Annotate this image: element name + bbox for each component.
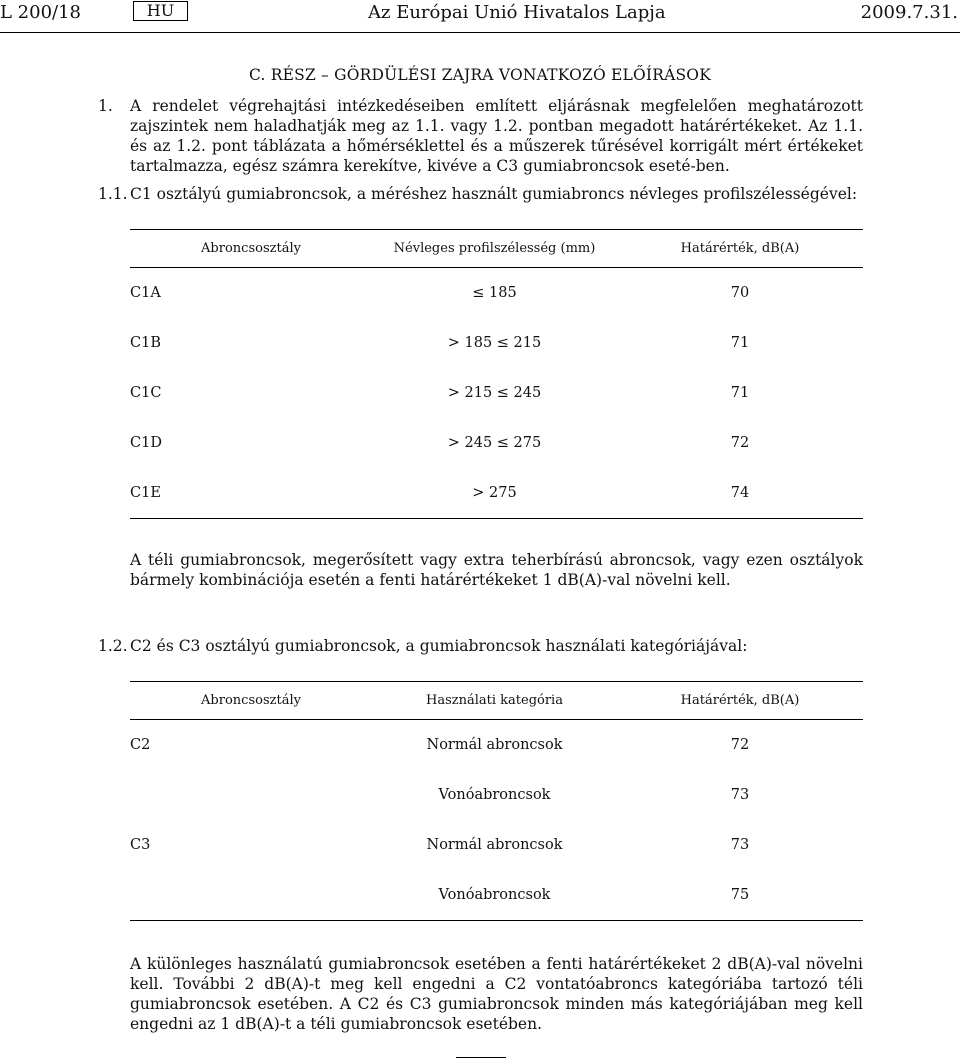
table-row: [130, 720, 863, 771]
header-rule: [0, 32, 960, 33]
tyre-class-cell: C2: [130, 737, 151, 753]
usage-category-cell: Vonóabroncsok: [438, 887, 551, 903]
publication-date: 2009.7.31.: [860, 2, 958, 23]
table-row: [130, 870, 863, 921]
table-header-row: [130, 682, 863, 720]
tyre-class-cell: [130, 770, 372, 820]
language-badge: HU: [133, 1, 188, 21]
table-c2-c3-limits: [130, 681, 863, 921]
usage-category-cell: Normál abroncsok: [426, 837, 563, 853]
table-header-row: [130, 230, 863, 268]
tyre-class-cell: [130, 870, 372, 921]
tyre-class-cell: C3: [130, 837, 151, 853]
table-row: [130, 820, 863, 870]
footer-rule: [456, 1057, 506, 1058]
limit-cell: 71: [730, 385, 750, 401]
width-cell: > 185 ≤ 215: [447, 335, 542, 351]
limit-cell: 70: [730, 285, 750, 301]
limit-cell: 72: [730, 737, 750, 753]
note-winter-tyres: A téli gumiabroncsok, megerősített vagy extra teherbírású abroncsok, vagy ezen osztályok bármely kombinációja esetén a fenti határértékeket 1 dB(A)-val növelni kell.: [130, 551, 863, 589]
table-row: [130, 770, 863, 820]
tyre-class-cell: C1C: [130, 385, 162, 401]
table-row: [130, 268, 863, 319]
subsection-1-2-text: C2 és C3 osztályú gumiabroncsok, a gumiabroncsok használati kategóriájával:: [130, 637, 748, 655]
note-special-use-tyres: A különleges használatú gumiabroncsok esetében a fenti határértékeket 2 dB(A)-val növelni kell. További 2 dB(A)-t meg kell engedni a C2 vontatóabroncs kategóriába tartozó téli gumiabroncsok esetében. A C2 és C3 gumiabroncsok minden más kategóriájában meg kell engedni az 1 dB(A)-t a téli gumiabroncsok esetében.: [130, 955, 863, 1033]
column-header: Határérték, dB(A): [617, 230, 863, 268]
width-cell: > 215 ≤ 245: [447, 385, 542, 401]
width-cell: > 275: [472, 485, 517, 501]
table-row: [130, 468, 863, 519]
limit-cell: 73: [730, 837, 750, 853]
usage-category-cell: Normál abroncsok: [426, 737, 563, 753]
subsection-1-1-text: C1 osztályú gumiabroncsok, a méréshez használt gumiabroncs névleges profilszélességével:: [130, 185, 858, 203]
column-header: Használati kategória: [372, 682, 617, 720]
tyre-class-cell: C1D: [130, 435, 162, 451]
page-reference: L 200/18: [0, 2, 81, 23]
tyre-class-cell: C1A: [130, 285, 161, 301]
table-row: [130, 318, 863, 368]
limit-cell: 71: [730, 335, 750, 351]
journal-title: Az Európai Unió Hivatalos Lapja: [368, 2, 666, 23]
width-cell: > 245 ≤ 275: [447, 435, 542, 451]
subsection-1-1-number: 1.1.: [98, 185, 128, 203]
tyre-class-cell: C1E: [130, 485, 161, 501]
limit-cell: 74: [730, 485, 750, 501]
para-1-number: 1.: [98, 97, 113, 115]
table-row: [130, 368, 863, 418]
width-cell: ≤ 185: [472, 285, 517, 301]
limit-cell: 75: [730, 887, 750, 903]
para-1-text: A rendelet végrehajtási intézkedéseiben említett eljárásnak megfelelően meghatározott zajszintek nem haladhatják meg az 1.1. vagy 1.2. pontban megadott határértékeket. Az 1.1. és az 1.2. pont táblázata a hőmérséklettel és a műszerek tűrésével korrigált mért értékeket tartalmazza, egész számra kerekítve, kivéve a C3 gumiabroncsok eseté-ben.: [130, 97, 863, 175]
table-row: [130, 418, 863, 468]
column-header: Névleges profilszélesség (mm): [372, 230, 617, 268]
limit-cell: 72: [730, 435, 750, 451]
tyre-class-cell: C1B: [130, 335, 161, 351]
section-title: C. RÉSZ – GÖRDÜLÉSI ZAJRA VONATKOZÓ ELŐÍRÁSOK: [249, 66, 711, 84]
column-header: Abroncsosztály: [130, 230, 372, 268]
column-header: Abroncsosztály: [130, 682, 372, 720]
limit-cell: 73: [730, 787, 750, 803]
column-header: Határérték, dB(A): [617, 682, 863, 720]
usage-category-cell: Vonóabroncsok: [438, 787, 551, 803]
table-c1-limits: [130, 229, 863, 519]
subsection-1-2-number: 1.2.: [98, 637, 128, 655]
